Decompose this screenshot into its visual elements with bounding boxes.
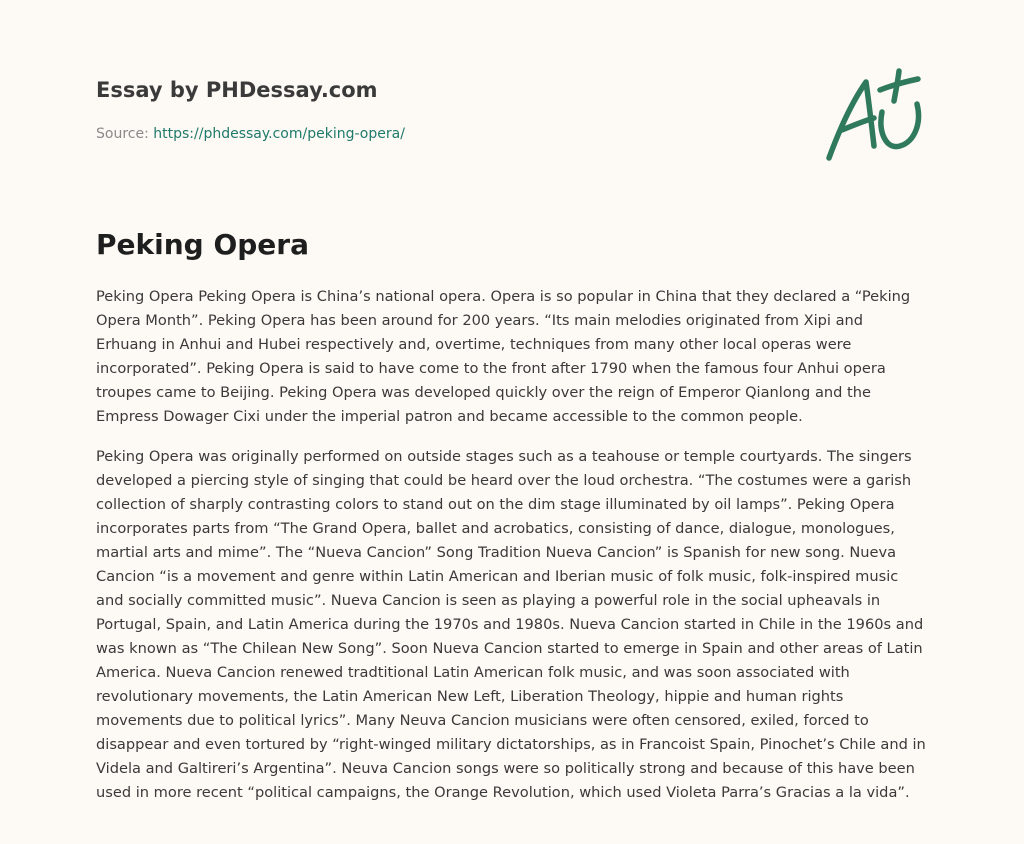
article-paragraph: Peking Opera was originally performed on outside stages such as a teahouse or temple courtyards. The singers developed a piercing style of singing that could be heard over the loud orchestra. “The costumes were a garish collection of sharply contrasting colors to stand out on the dim stage illuminated by oil lamps”. Peking Opera incorporates parts from “The Grand Opera, ballet and acrobatics, consisting of dance, dialogue, monologues, martial arts and mime”. The “Nueva Cancion” Song Tradition Nueva Cancion” is Spanish for new song. Nueva Cancion “is a movement and genre within Latin American and Iberian music of folk music, folk-inspired music and socially committed music”. Nueva Cancion is seen as playing a powerful role in the social upheavals in Portugal, Spain, and Latin America during the 1970s and 1980s. Nueva Cancion started in Chile in the 1960s and was known as “The Chilean New Song”. Soon Nueva Cancion started to emerge in Spain and other areas of Latin America. Nueva Cancion renewed tradtitional Latin American folk music, and was soon associated with revolutionary movements, the Latin American New Left, Liberation Theology, hippie and human rights movements due to political lyrics”. Many Neuva Cancion musicians were often censored, exiled, forced to disappear and even tortured by “right-winged military dictatorships, as in Francoist Spain, Pinochet’s Chile and in Videla and Galtireri’s Argentina”. Neuva Cancion songs were so politically strong and because of this have been used in more recent “political campaigns, the Orange Revolution, which used Violeta Parra’s Gracias a la vida”. (96, 448, 926, 801)
source-link[interactable]: https://phdessay.com/peking-opera/ (153, 126, 405, 142)
a-plus-logo-icon (822, 66, 926, 164)
site-brand: Essay by PHDessay.com (96, 78, 378, 102)
source-line (96, 124, 796, 144)
article-title: Peking Opera (96, 228, 309, 261)
page-header (96, 76, 796, 144)
article-paragraph: Peking Opera Peking Opera is China’s national opera. Opera is so popular in China that they declared a “Peking Opera Month”. Peking Opera has been around for 200 years. “Its main melodies originated from Xipi and Erhuang in Anhui and Hubei respectively and, overtime, techniques from many other local operas were incorporated”. Peking Opera is said to have come to the front after 1790 when the famous four Anhui opera troupes came to Beijing. Peking Opera was developed quickly over the reign of Emperor Qianlong and the Empress Dowager Cixi under the imperial patron and became accessible to the common people. (96, 288, 911, 425)
source-label: Source: (96, 126, 154, 142)
article-body (96, 285, 928, 821)
